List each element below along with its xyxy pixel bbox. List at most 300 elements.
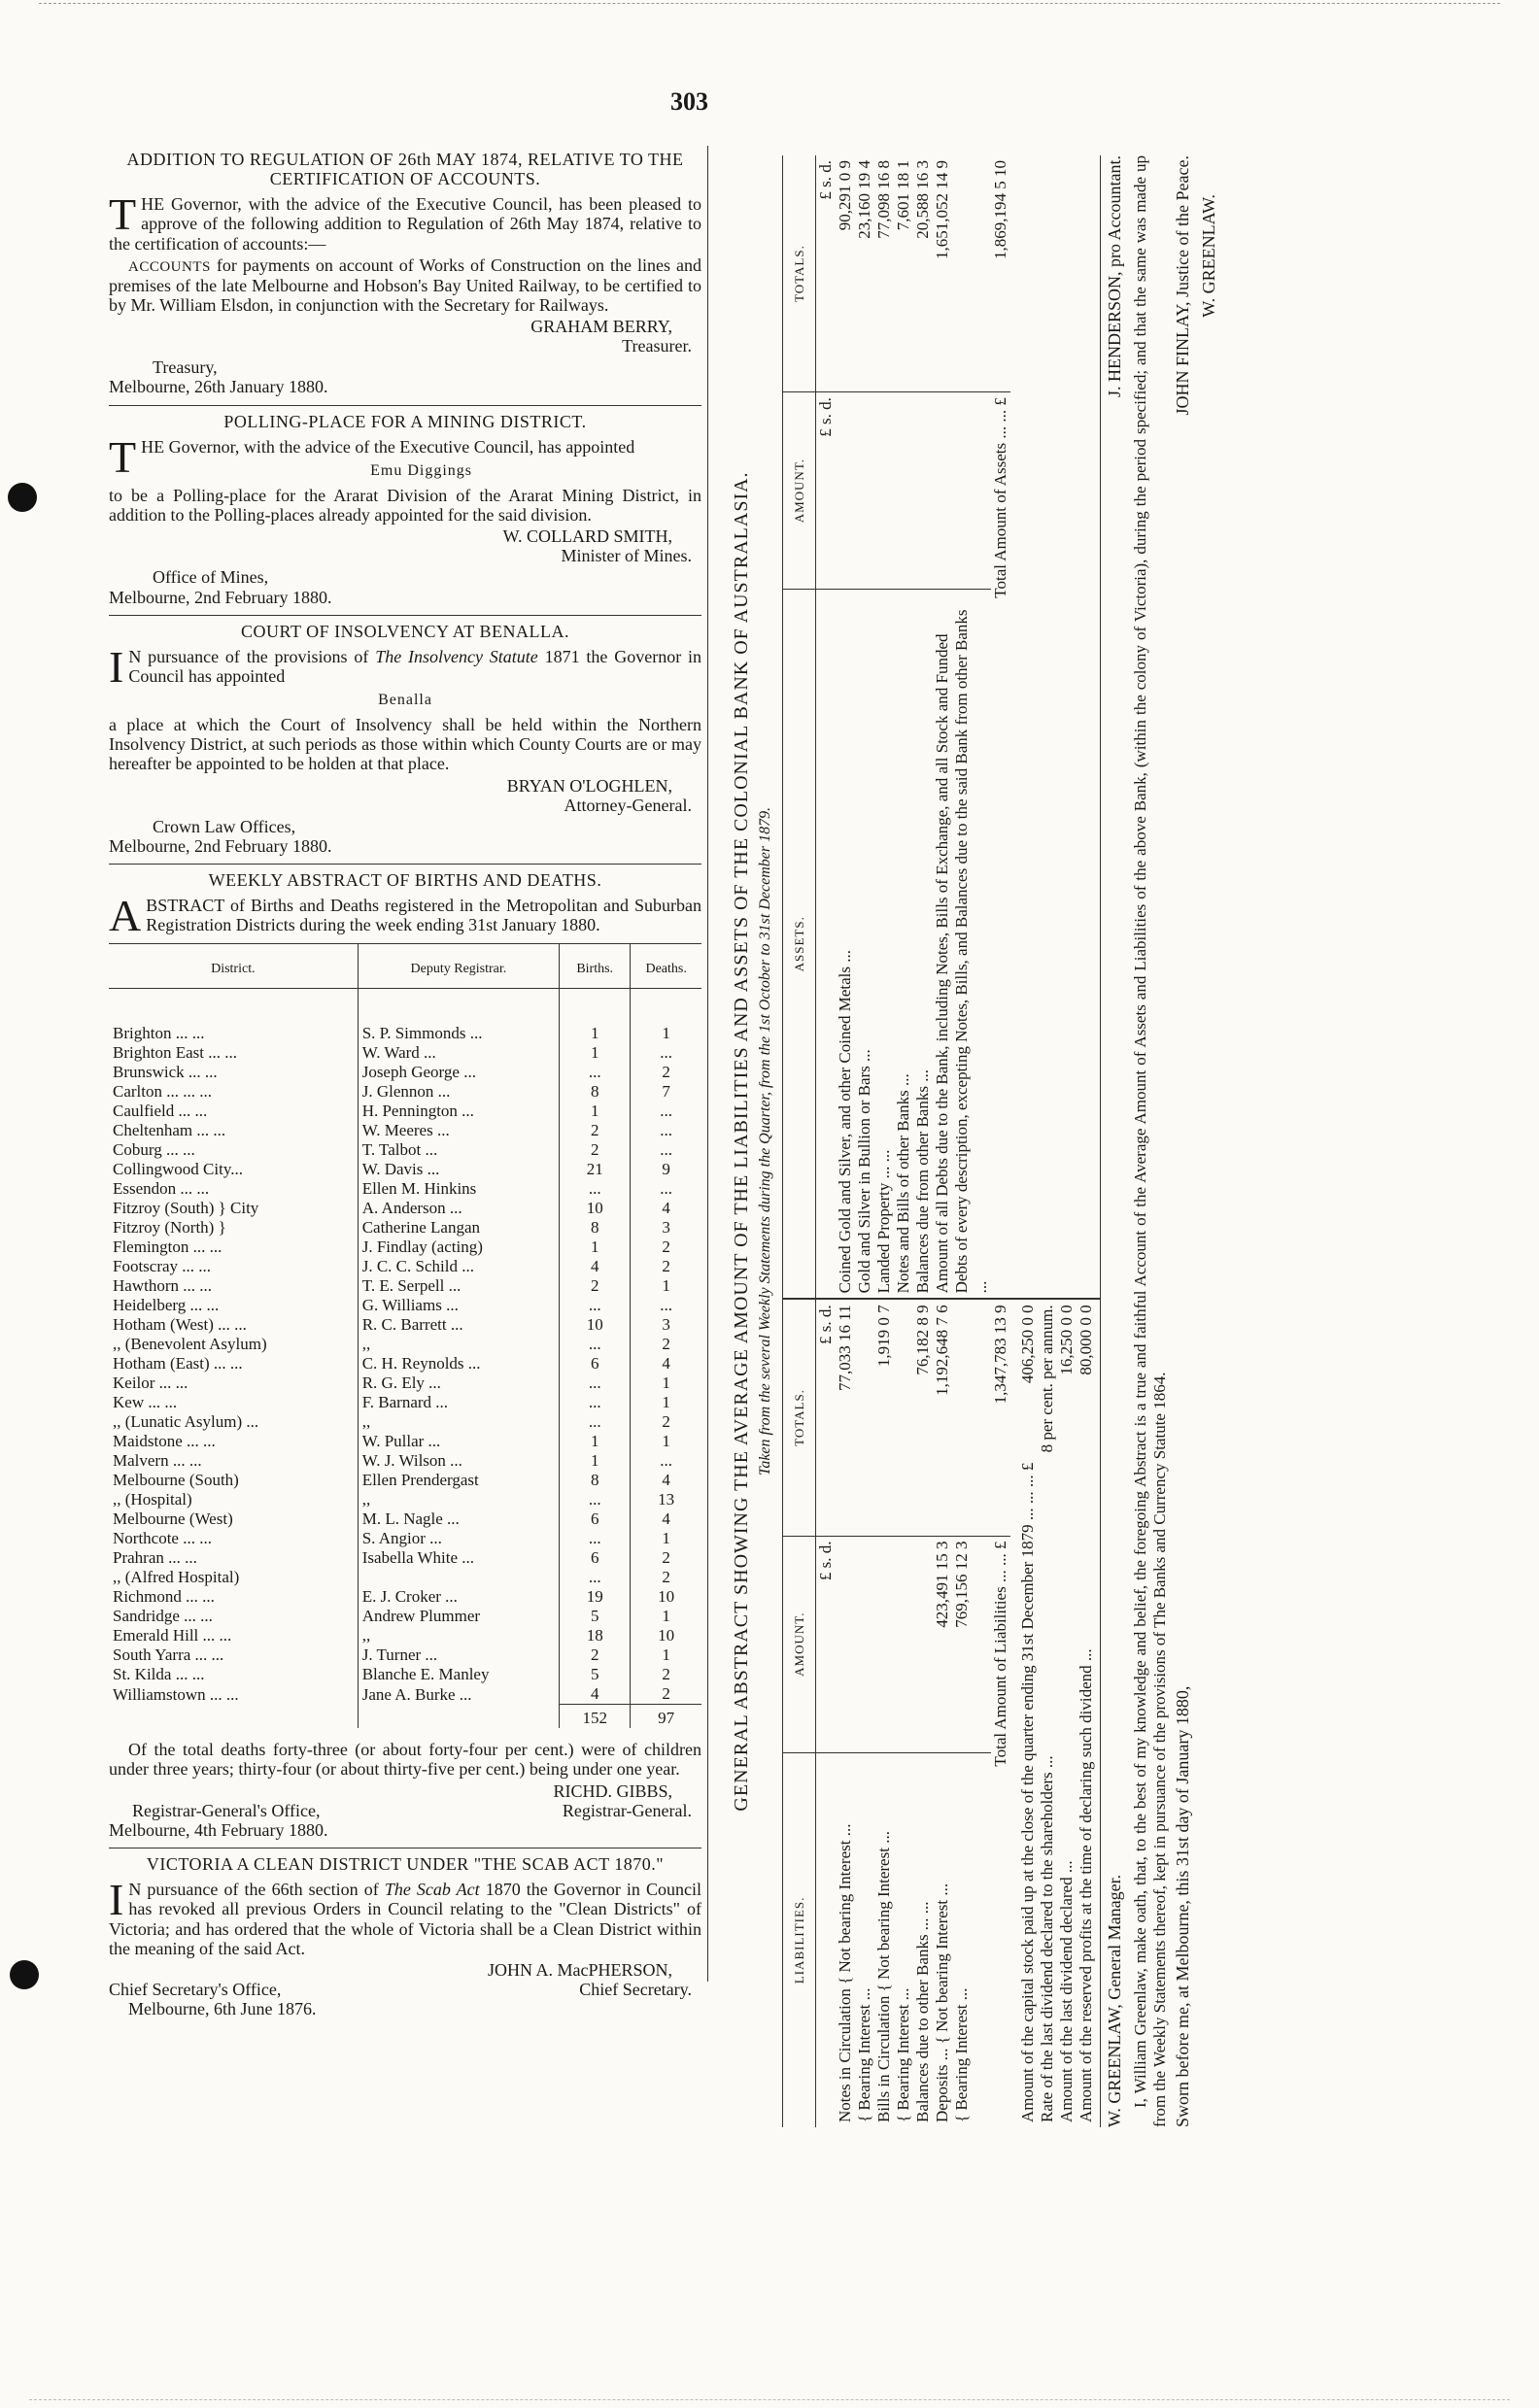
deaths-cell: 1 [662,1529,670,1548]
table-row [109,1645,701,1665]
births-cell: 10 [560,1315,631,1335]
registrar-cell: ,, [358,1490,559,1509]
deaths-cell: 1 [662,1607,670,1626]
district-cell: South Yarra ... ... [109,1645,358,1665]
table-row [109,1568,701,1587]
district-cell: Brunswick ... ... [109,1063,358,1082]
column-rule [707,146,708,1982]
deaths-cell: 2 [662,1684,670,1704]
capital-row [1038,1305,1057,2122]
births-cell: 21 [560,1160,631,1179]
asset-total: 23,160 19 4 [855,160,874,239]
insolvency-para2: a place at which the Court of Insolvency shall be held within the Northern Insolvency District, at such periods as those within which County Courts are or may hereafter be appointed to be holden at that place. [109,715,701,774]
table-row [109,1393,701,1412]
deaths-cell: 3 [662,1218,670,1238]
table-row [109,1257,701,1276]
liability-label: { Bearing Interest ... [894,1987,913,2122]
district-cell: Melbourne (West) [109,1509,358,1529]
table-row [109,1451,701,1471]
deaths-cell: 13 [658,1490,675,1509]
bank-capital-row [1010,155,1101,2127]
registrar-cell: S. P. Simmonds ... [358,989,559,1044]
births-cell: 2 [560,1140,631,1160]
births-note: Of the total deaths forty-three (or about forty-four per cent.) were of children under three years; thirty-four (or about thirty-five per cent.) being under one year. [109,1740,701,1780]
deaths-cell: 4 [662,1354,670,1374]
liability-label: Notes in Circulation { Not bearing Interest ... [836,1823,855,2122]
table-row [109,1276,701,1296]
table-row [109,1471,701,1490]
asset-labels [816,590,992,1300]
births-cell: 6 [560,1548,631,1568]
registrar-cell: Blanche E. Manley [358,1665,559,1684]
liabilities-total: 1,347,783 13 9 [991,1299,1010,1536]
table-row [109,1140,701,1160]
totals-row [109,1705,701,1729]
liability-totals [816,1299,992,1536]
bank-table [782,155,1101,2127]
total-deaths: 97 [631,1705,701,1729]
capital-label: Rate of the last dividend declared to the shareholders ... [1038,1755,1057,2122]
births-cell: 18 [560,1626,631,1645]
accounts-para1: HE Governor, with the advice of the Executive Council, has been pleased to approve of the following addition to Regulation of 26th May 1874, relative to the certification of accounts:— [109,194,701,254]
district-cell: Footscray ... ... [109,1257,358,1276]
deaths-cell: 1 [662,1432,670,1451]
registrar-cell: ,, [358,1335,559,1354]
asset-total: 20,588 16 3 [913,160,933,239]
table-row [109,1665,701,1684]
insolvency-signature: BRYAN O'LOGHLEN, [506,775,672,796]
polling-signature: W. COLLARD SMITH, [502,526,672,547]
polling-sig-title: Minister of Mines. [561,546,692,566]
deaths-cell: 1 [662,1393,670,1412]
table-row [109,1354,701,1374]
births-cell: 10 [560,1199,631,1218]
insolvency-place: Benalla [378,692,432,709]
table-row [109,1238,701,1257]
capital-value: 406,250 0 0 [1018,1305,1038,1384]
asset-label: Coined Gold and Silver, and other Coined Metals ... [836,949,855,1294]
deaths-cell: ... [660,1102,673,1121]
table-row [109,1043,701,1063]
drop-cap: I [109,641,124,692]
table-row [109,1199,701,1218]
page-number: 303 [670,87,708,116]
deaths-cell: 2 [662,1063,670,1082]
col-liab-amount: AMOUNT. [783,1536,816,1752]
births-cell: ... [560,1296,631,1315]
asset-amount [855,397,874,584]
currency-heading: £ s. d. [816,1541,836,1581]
scab-office-row [109,1980,701,1999]
table-row [109,1315,701,1335]
asset-label: Amount of all Debts due to the Bank, including Notes, Bills of Exchange, and all Stock and Funded Debts of every description, excepting Notes, Bills, and Balances due to the said Bank from other Banks ... [933,609,991,1294]
oath-declaration: I, William Greenlaw, make oath, that, to the best of my knowledge and belief, the foregoing Abstract is a true and faithful Account of the Average Amount of Assets and Liabilities of the above Bank, (within the colony of Victoria), during the period specified; and that the same was made up from the Weekly Statements thereof, kept in pursuance of the provisions of The Banks and Currency Statute 1864. [1131,155,1169,2127]
district-cell: Keilor ... ... [109,1374,358,1393]
deaths-cell: 2 [662,1257,670,1276]
punch-hole [8,483,37,512]
deaths-cell: 3 [662,1315,670,1335]
registrar-cell: W. Meeres ... [358,1121,559,1140]
births-office-row [109,1801,701,1820]
insolvency-sig-title: Attorney-General. [564,795,692,815]
deaths-cell: 7 [662,1082,670,1102]
table-row [109,1548,701,1568]
scab-para1a: N pursuance of the 66th section of [128,1880,385,1900]
accounts-word: ACCOUNTS [128,258,211,275]
registrar-cell [358,1568,559,1587]
asset-amount [874,397,894,584]
asset-amount [894,397,913,584]
registrar-cell: W. Ward ... [358,1043,559,1063]
asset-label: Landed Property ... ... [874,1149,894,1294]
insolvency-para1b: 1871 the Governor in Council has appointed [128,646,702,686]
registrar-cell: E. J. Croker ... [358,1587,559,1607]
deaths-cell: 10 [658,1626,675,1645]
table-row [109,1121,701,1140]
table-row [109,1179,701,1199]
accounts-date: Melbourne, 26th January 1880. [109,377,328,397]
drop-cap: A [109,891,142,941]
scab-date: Melbourne, 6th June 1876. [128,1999,317,2019]
insolvency-statute: The Insolvency Statute [375,646,538,666]
bottom-border [29,2399,1510,2400]
table-row [109,1684,701,1705]
liabilities-total-label: Total Amount of Liabilities ... ... £ [991,1536,1010,2127]
deaths-cell: ... [660,1140,673,1160]
district-cell: Williamstown ... ... [109,1684,358,1705]
liability-total [952,1305,972,1530]
accounts-office: Treasury, [153,357,218,378]
registrar-cell: W. J. Wilson ... [358,1451,559,1471]
registrar-cell: W. Davis ... [358,1160,559,1179]
bank-body-row [816,155,992,2127]
table-row [109,989,701,1044]
bank-title: GENERAL ABSTRACT SHOWING THE AVERAGE AMOUNT OF THE LIABILITIES AND ASSETS OF THE COLONIAL BANK OF AUSTRALASIA. [731,471,752,1812]
births-cell: 4 [560,1684,631,1705]
manager-signature: W. GREENLAW, General Manager. [1105,1874,1125,2127]
deaths-cell: ... [660,1043,673,1063]
table-row [109,1607,701,1626]
births-cell: 2 [560,1276,631,1296]
liability-total [855,1305,874,1530]
births-title: WEEKLY ABSTRACT OF BIRTHS AND DEATHS. [208,870,602,891]
insolvency-date: Melbourne, 2nd February 1880. [109,835,332,856]
district-cell: Fitzroy (North) } [109,1218,358,1238]
district-cell: St. Kilda ... ... [109,1665,358,1684]
scab-signature: JOHN A. MacPHERSON, [487,1959,672,1980]
drop-cap: T [109,189,137,240]
table-row [109,1218,701,1238]
insolvency-title: COURT OF INSOLVENCY AT BENALLA. [241,621,569,641]
deaths-cell: ... [660,1179,673,1199]
births-cell: 1 [560,1432,631,1451]
scab-title: VICTORIA A CLEAN DISTRICT UNDER "THE SCAB ACT 1870." [146,1854,665,1875]
births-cell: 2 [560,1121,631,1140]
section-divider [109,615,701,616]
table-row [109,1374,701,1393]
liability-label: { Bearing Interest ... [855,1987,874,2122]
drop-cap: T [109,431,137,482]
deaths-cell: 4 [662,1509,670,1529]
registrar-cell: M. L. Nagle ... [358,1509,559,1529]
col-asset-totals: TOTALS. [783,155,816,392]
section-divider [109,405,701,406]
bank-abstract [731,155,1333,2127]
col-deaths: Deaths. [631,943,701,989]
district-cell: Hawthorn ... ... [109,1276,358,1296]
scab-act: The Scab Act [384,1880,480,1900]
births-cell: 8 [560,1471,631,1490]
polling-para1: HE Governor, with the advice of the Executive Council, has appointed [141,436,635,457]
district-cell: Hotham (West) ... ... [109,1315,358,1335]
deaths-cell: 4 [662,1471,670,1490]
district-cell: Sandridge ... ... [109,1607,358,1626]
registrar-cell: Ellen Prendergast [358,1471,559,1490]
asset-label: Notes and Bills of other Banks ... [894,1073,913,1294]
district-cell: Flemington ... ... [109,1238,358,1257]
births-signature: RICHD. GIBBS, [553,1781,672,1801]
liability-amount [894,1542,913,1747]
births-cell: 1 [560,1043,631,1063]
deaths-cell: 2 [662,1665,670,1684]
registrar-cell: A. Anderson ... [358,1199,559,1218]
deaths-cell: 2 [662,1548,670,1568]
district-cell: Malvern ... ... [109,1451,358,1471]
births-cell: ... [560,1335,631,1354]
births-cell: 19 [560,1587,631,1607]
district-cell: Richmond ... ... [109,1587,358,1607]
capital-value: 8 per cent. per annum. [1038,1305,1057,1453]
liability-total: 1,192,648 7 6 [933,1305,952,1396]
asset-totals [816,155,992,392]
polling-date: Melbourne, 2nd February 1880. [109,587,332,607]
registrar-cell: Ellen M. Hinkins [358,1179,559,1199]
table-row [109,1490,701,1509]
section-divider [109,864,701,865]
registrar-cell: ,, [358,1412,559,1432]
deaths-cell: 2 [662,1238,670,1257]
registrar-cell: Andrew Plummer [358,1607,559,1626]
district-cell: Fitzroy (South) } City [109,1199,358,1218]
births-cell: 4 [560,1257,631,1276]
births-cell: ... [560,1412,631,1432]
table-row [109,1160,701,1179]
registrar-cell: W. Pullar ... [358,1432,559,1451]
births-cell: 2 [560,1645,631,1665]
births-cell: 5 [560,1607,631,1626]
registrar-cell: H. Pennington ... [358,1102,559,1121]
registrar-cell: J. Findlay (acting) [358,1238,559,1257]
col-liab-totals: TOTALS. [783,1299,816,1536]
births-cell: 1 [560,1451,631,1471]
col-liabilities: LIABILITIES. [783,1752,816,2127]
registrar-cell: J. Turner ... [358,1645,559,1665]
district-cell: Melbourne (South) [109,1471,358,1490]
district-cell: Collingwood City... [109,1160,358,1179]
liability-total: 77,033 16 11 [836,1305,855,1392]
births-cell: 5 [560,1665,631,1684]
deaths-cell: 4 [662,1199,670,1218]
registrar-cell: Catherine Langan [358,1218,559,1238]
births-cell: ... [560,1179,631,1199]
registrar-cell: Joseph George ... [358,1063,559,1082]
col-registrar: Deputy Registrar. [358,943,559,989]
asset-total: 7,601 18 1 [894,160,913,231]
currency-heading: £ s. d. [816,397,836,437]
district-cell: Emerald Hill ... ... [109,1626,358,1645]
accounts-sig-title: Treasurer. [622,336,692,356]
district-cell: Kew ... ... [109,1393,358,1412]
capital-label: Amount of the capital stock paid up at the close of the quarter ending 31st December 1879 ... ... ... £ [1018,1462,1038,2122]
table-row [109,1063,701,1082]
district-cell: Carlton ... ... ... [109,1082,358,1102]
bank-subtitle: Taken from the several Weekly Statements during the Quarter, from the 1st October to 31st December 1879. [757,806,773,1476]
asset-amounts [816,392,992,590]
registrar-cell: J. Glennon ... [358,1082,559,1102]
capital-value: 16,250 0 0 [1057,1305,1077,1375]
top-border [39,3,1500,4]
liability-label: Balances due to other Banks ... ... [913,1901,933,2122]
col-asset-amount: AMOUNT. [783,392,816,590]
liability-total [894,1305,913,1530]
table-row [109,1102,701,1121]
insolvency-para1a: N pursuance of the provisions of [128,646,376,666]
drop-cap: I [109,1875,124,1925]
table-row [109,1296,701,1315]
polling-office: Office of Mines, [153,567,269,588]
registrar-cell: T. E. Serpell ... [358,1276,559,1296]
liability-label: Deposits ... { Not bearing Interest ... [933,1882,952,2122]
births-office: Registrar-General's Office, [132,1800,321,1820]
district-cell: Caulfield ... ... [109,1102,358,1121]
births-cell: 8 [560,1082,631,1102]
table-row [109,1082,701,1102]
asset-amount [933,397,952,584]
registrar-cell: F. Barnard ... [358,1393,559,1412]
births-sig-title: Registrar-General. [562,1800,692,1820]
asset-label: Gold and Silver in Bullion or Bars ... [855,1049,874,1294]
district-cell: Northcote ... ... [109,1529,358,1548]
registrar-cell: R. C. Barrett ... [358,1315,559,1335]
justice-signature: JOHN FINLAY, Justice of the Peace. [1173,155,1193,416]
polling-notice [109,412,701,607]
liability-amount [836,1542,855,1747]
final-signature: W. GREENLAW. [1198,194,1218,318]
deaths-cell: 2 [662,1412,670,1432]
district-cell: Essendon ... ... [109,1179,358,1199]
deaths-cell: 1 [662,1276,670,1296]
deaths-cell: ... [660,1296,673,1315]
capital-value: 80,000 0 0 [1077,1305,1096,1375]
births-cell: ... [560,1529,631,1548]
births-cell: 1 [560,1238,631,1257]
births-deaths-rows [109,989,701,1705]
district-cell: Heidelberg ... ... [109,1296,358,1315]
left-column [109,146,701,2018]
liability-amounts [816,1536,992,1752]
deaths-cell: 10 [658,1587,675,1607]
accounts-signature: GRAHAM BERRY, [530,316,672,336]
district-cell: Brighton East ... ... [109,1043,358,1063]
asset-total: 90,291 0 9 [836,160,855,231]
liability-label: Bills in Circulation { Not bearing Interest ... [874,1831,894,2122]
col-district: District. [109,943,358,989]
accounts-para2: for payments on account of Works of Construction on the lines and premises of the late Melbourne and Hobson's Bay United Railway, to be certified to by Mr. William Elsdon, in conjunction with the Secretary for Railways. [109,254,701,315]
capital-block [1010,1305,1100,2122]
polling-title: POLLING-PLACE FOR A MINING DISTRICT. [223,411,587,431]
births-para1: BSTRACT of Births and Deaths registered in the Metropolitan and Suburban Registration Districts during the week ending 31st January 1880. [146,896,701,935]
scab-para1b: 1870 the Governor in Council has revoked all previous Orders in Council relating to the "Clean Districts" of Victoria; and has ordered that the whole of Victoria shall be a Clean District within the meaning of the said Act. [109,1880,702,1958]
table-row [109,1626,701,1645]
asset-amount [836,397,855,584]
accountant-signature: J. HENDERSON, pro Accountant. [1105,155,1125,397]
liability-total: 1,919 0 7 [874,1305,894,1368]
liability-amount [913,1542,933,1747]
district-cell: ,, (Lunatic Asylum) ... [109,1412,358,1432]
table-row [109,1587,701,1607]
births-cell: ... [560,1568,631,1587]
births-notice [109,870,701,1840]
asset-label: Balances due from other Banks ... [913,1069,933,1294]
births-deaths-table [109,943,701,1729]
capital-row [1018,1305,1038,2122]
registrar-cell: G. Williams ... [358,1296,559,1315]
district-cell: ,, (Alfred Hospital) [109,1568,358,1587]
capital-row [1077,1305,1096,2122]
scab-office: Chief Secretary's Office, [109,1980,282,1999]
polling-para2: to be a Polling-place for the Ararat Division of the Ararat Mining District, in addition to the Polling-places already appointed for the said division. [109,485,701,525]
table-row [109,1412,701,1432]
liability-amount: 769,156 12 3 [952,1541,972,1628]
scab-notice [109,1854,701,2018]
capital-row [1057,1305,1077,2122]
births-cell: ... [560,1490,631,1509]
col-births: Births. [560,943,631,989]
registrar-cell: C. H. Reynolds ... [358,1354,559,1374]
scab-sig-title: Chief Secretary. [579,1980,692,1999]
liability-amount: 423,491 15 3 [933,1541,952,1628]
district-cell: Brighton ... ... [109,989,358,1044]
col-assets: ASSETS. [783,590,816,1300]
polling-place: Emu Diggings [370,461,472,479]
table-row [109,1335,701,1354]
insolvency-notice [109,622,701,856]
table-row [109,1529,701,1548]
registrar-cell: J. C. C. Schild ... [358,1257,559,1276]
capital-label: Amount of the reserved profits at the time of declaring such dividend ... [1077,1648,1096,2122]
births-cell: 1 [560,989,631,1044]
deaths-cell: 9 [662,1160,670,1179]
district-cell: ,, (Hospital) [109,1490,358,1509]
deaths-cell: 2 [662,1568,670,1587]
table-row [109,1509,701,1529]
registrar-cell: Jane A. Burke ... [358,1684,559,1705]
accounts-title: ADDITION TO REGULATION OF 26th MAY 1874, RELATIVE TO THE CERTIFICATION OF ACCOUNTS. [126,150,684,189]
capital-label: Amount of the last dividend declared ... [1057,1860,1077,2122]
births-cell: 8 [560,1218,631,1238]
registrar-cell: ,, [358,1626,559,1645]
liability-label: { Bearing Interest ... [952,1987,972,2122]
table-row [109,1432,701,1451]
currency-heading: £ s. d. [816,1305,836,1345]
liability-total: 76,182 8 9 [913,1305,933,1375]
district-cell: Cheltenham ... ... [109,1121,358,1140]
bank-totals-row [991,155,1010,2127]
births-cell: 1 [560,1102,631,1121]
deaths-cell: ... [660,1121,673,1140]
liability-amount [874,1542,894,1747]
asset-amount [913,397,933,584]
